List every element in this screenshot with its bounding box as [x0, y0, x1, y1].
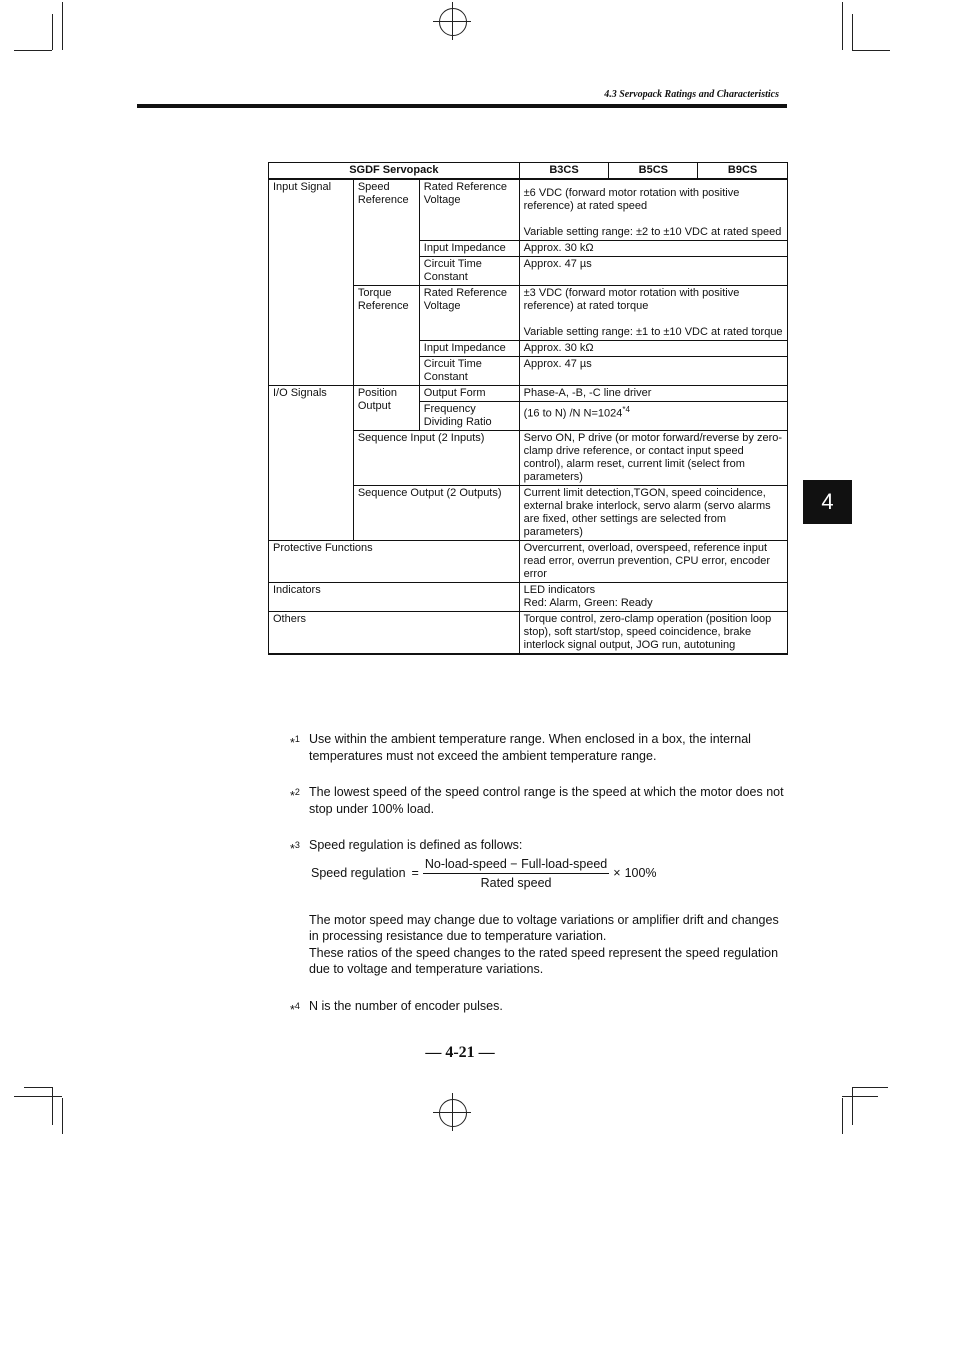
row-value: Overcurrent, overload, overspeed, reference input read error, overrun prevention, CPU error, encoder error	[519, 541, 787, 583]
table-row	[269, 583, 788, 612]
footnote-text: Use within the ambient temperature range. When enclosed in a box, the internal temperatures must not exceed the ambient temperature range.	[309, 732, 751, 763]
footnote-paragraph: These ratios of the speed changes to the rated speed represent the speed regulation due to voltage and temperature variations.	[309, 945, 779, 976]
crop-mark	[852, 14, 853, 50]
footnote-4	[290, 998, 790, 1015]
footnote-text: The lowest speed of the speed control range is the speed at which the motor does not stop under 100% load.	[309, 785, 784, 816]
footnote-3	[290, 837, 790, 978]
footnote-2	[290, 784, 790, 817]
row-label: Output Form	[419, 386, 519, 402]
row-value: Current limit detection,TGON, speed coincidence, external brake interlock, servo alarm (servo alarms are fixed, other settings are selected from parameters)	[519, 486, 787, 541]
chapter-tab: 4	[803, 480, 852, 524]
row-label: Circuit Time Constant	[419, 357, 519, 386]
footnote-text: N is the number of encoder pulses.	[309, 998, 503, 1013]
row-label: Frequency Dividing Ratio	[419, 402, 519, 431]
row-value: Approx. 30 kΩ	[519, 241, 787, 257]
row-subgroup-speed-reference: Speed Reference	[353, 179, 419, 286]
table-header-row	[269, 163, 788, 180]
formula-factor: 100%	[624, 866, 657, 881]
table-row	[269, 179, 788, 241]
speed-regulation-formula	[311, 856, 790, 892]
formula-equals: =	[411, 866, 419, 881]
row-value	[519, 583, 787, 612]
row-value: Servo ON, P drive (or motor forward/reverse by zero-clamp drive reference, or contact input speed control), alarm reset, current limit (select from parameters)	[519, 431, 787, 486]
running-header: 4.3 Servopack Ratings and Characteristics	[604, 89, 779, 100]
col-header-product: SGDF Servopack	[269, 163, 520, 180]
table-row	[269, 386, 788, 402]
formula-numerator: No-load-speed − Full-load-speed	[423, 856, 609, 875]
row-value: Phase-A, -B, -C line driver	[519, 386, 787, 402]
row-label: Sequence Input (2 Inputs)	[353, 431, 519, 486]
footnote-marker: *$^4$	[290, 1000, 300, 1017]
row-value: Approx. 30 kΩ	[519, 341, 787, 357]
registration-mark	[439, 1099, 467, 1127]
crop-mark	[62, 2, 63, 50]
row-label: Input Impedance	[419, 341, 519, 357]
value-paragraph: ±6 VDC (forward motor rotation with positive reference) at rated speed	[523, 187, 740, 212]
value-text: (16 to N) /N N=1024	[523, 407, 623, 420]
formula-denominator: Rated speed	[480, 876, 552, 890]
crop-mark	[852, 1087, 888, 1088]
row-value	[519, 402, 787, 431]
col-header-model: B5CS	[609, 163, 698, 180]
col-header-model: B3CS	[519, 163, 609, 180]
registration-mark	[452, 2, 453, 40]
formula-times: ×	[613, 866, 621, 881]
footnote-text: Speed regulation is defined as follows:	[309, 838, 523, 852]
row-value	[519, 179, 787, 241]
footnote-marker: *$^1$	[290, 734, 300, 751]
row-label: Circuit Time Constant	[419, 257, 519, 286]
row-subgroup-position-output: Position Output	[353, 386, 419, 431]
footnote-marker: *$^2$	[290, 787, 300, 804]
row-label: Indicators	[269, 583, 520, 612]
crop-mark	[14, 1096, 62, 1097]
row-value: Approx. 47 µs	[519, 257, 787, 286]
header-rule	[137, 104, 787, 108]
table-row	[269, 612, 788, 655]
crop-mark	[852, 1087, 853, 1125]
formula-lhs: Speed regulation	[311, 866, 406, 881]
value-paragraph: Variable setting range: ±1 to ±10 VDC at rated torque	[523, 326, 783, 338]
footnote-paragraph: The motor speed may change due to voltage variations or amplifier drift and changes in processing resistance due to temperature variation.	[309, 912, 779, 943]
row-label: Others	[269, 612, 520, 655]
row-group-input-signal: Input Signal	[269, 179, 354, 386]
value-line: Red: Alarm, Green: Ready	[523, 597, 653, 609]
footnote-1	[290, 731, 790, 764]
footnotes	[290, 731, 790, 1017]
row-label: Rated Reference Voltage	[419, 179, 519, 241]
formula-fraction	[423, 856, 609, 892]
row-label: Input Impedance	[419, 241, 519, 257]
crop-mark	[842, 1096, 878, 1097]
crop-mark	[852, 50, 890, 51]
row-label: Rated Reference Voltage	[419, 286, 519, 341]
crop-mark	[842, 1098, 843, 1134]
registration-mark	[452, 1093, 453, 1131]
value-line: LED indicators	[523, 584, 596, 596]
footnote-marker: *$^3$	[290, 840, 300, 857]
crop-mark	[62, 1098, 63, 1134]
page-number: — 4-21 —	[425, 1044, 495, 1061]
row-value: Torque control, zero-clamp operation (position loop stop), soft start/stop, speed coincidence, brake interlock signal output, JOG run, autotuning	[519, 612, 787, 655]
spec-table	[268, 162, 788, 655]
crop-mark	[52, 1087, 53, 1125]
registration-mark	[439, 8, 467, 36]
footnote-ref: *4	[622, 405, 630, 414]
row-value	[519, 286, 787, 341]
crop-mark	[842, 2, 843, 50]
value-paragraph: ±3 VDC (forward motor rotation with positive reference) at rated torque	[523, 287, 740, 312]
row-value: Approx. 47 µs	[519, 357, 787, 386]
value-paragraph: Variable setting range: ±2 to ±10 VDC at rated speed	[523, 226, 782, 238]
row-label: Protective Functions	[269, 541, 520, 583]
col-header-model: B9CS	[698, 163, 788, 180]
row-group-io-signals: I/O Signals	[269, 386, 354, 541]
crop-mark	[52, 14, 53, 50]
crop-mark	[14, 50, 52, 51]
row-subgroup-torque-reference: Torque Reference	[353, 286, 419, 386]
table-row	[269, 541, 788, 583]
crop-mark	[24, 1087, 52, 1088]
row-label: Sequence Output (2 Outputs)	[353, 486, 519, 541]
